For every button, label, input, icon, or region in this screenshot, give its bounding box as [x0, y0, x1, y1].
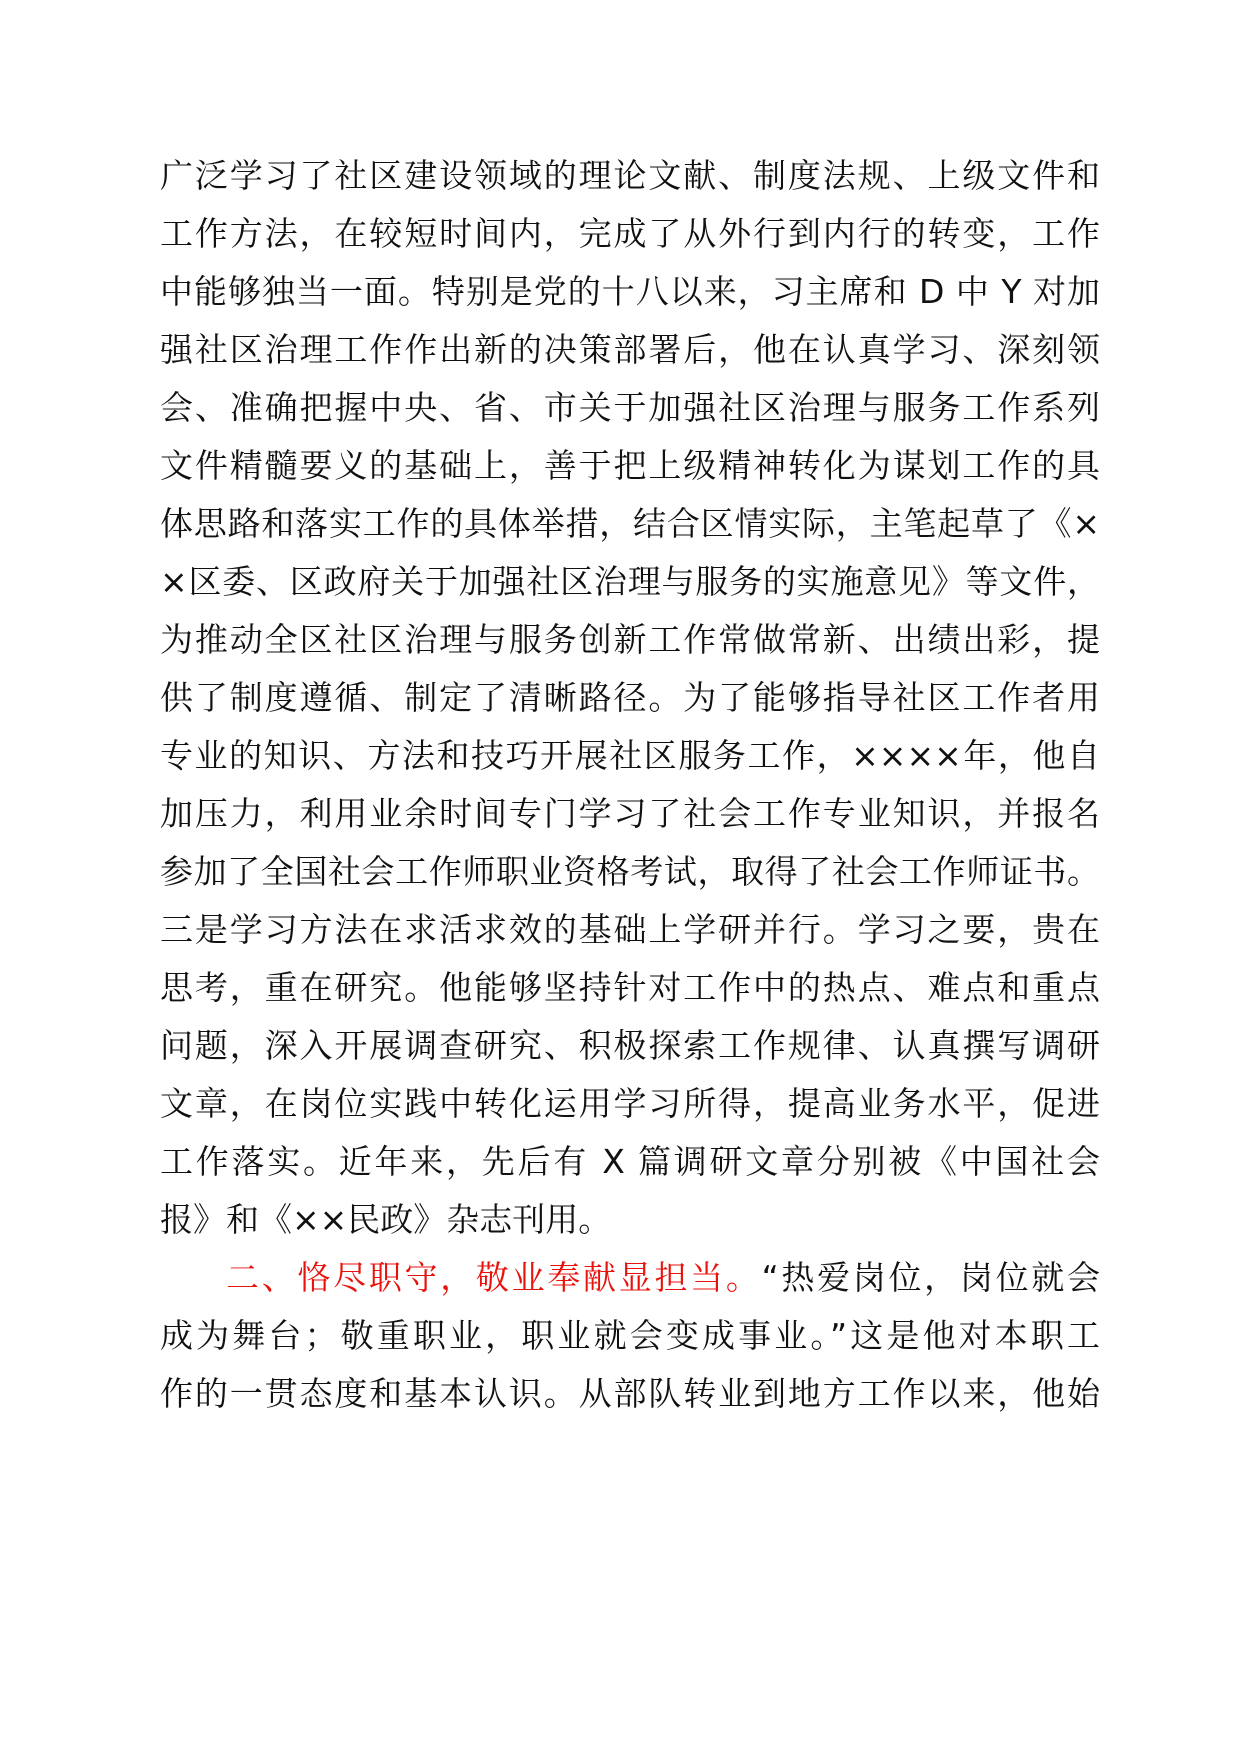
body-text-line: 思考，重在研究。他能够坚持针对工作中的热点、难点和重点	[160, 968, 1100, 1007]
body-text-line: 加压力，利用业余时间专门学习了社会工作专业知识，并报名	[160, 794, 1100, 833]
body-text-line: 专业的知识、方法和技巧开展社区服务工作，××××年，他自	[160, 736, 1100, 775]
body-text-line: 成为舞台；敬重职业，职业就会变成事业。”这是他对本职工	[160, 1316, 1100, 1355]
body-text-line: 会、准确把握中央、省、市关于加强社区治理与服务工作系列	[160, 388, 1100, 427]
body-text-line: 工作落实。近年来，先后有 X 篇调研文章分别被《中国社会	[160, 1142, 1100, 1181]
body-text-line: 参加了全国社会工作师职业资格考试，取得了社会工作师证书。	[160, 852, 1100, 891]
body-text-line: 作的一贯态度和基本认识。从部队转业到地方工作以来，他始	[160, 1374, 1100, 1413]
body-text-line: 三是学习方法在求活求效的基础上学研并行。学习之要，贵在	[160, 910, 1100, 949]
body-text-line: 问题，深入开展调查研究、积极探索工作规律、认真撰写调研	[160, 1026, 1100, 1065]
body-text-line: 体思路和落实工作的具体举措，结合区情实际，主笔起草了《×	[160, 504, 1100, 543]
body-text-line: 报》和《××民政》杂志刊用。	[160, 1200, 612, 1239]
body-text-line: 文件精髓要义的基础上，善于把上级精神转化为谋划工作的具	[160, 446, 1100, 485]
section-heading-line	[160, 1246, 1100, 1310]
body-text-line: 为推动全区社区治理与服务创新工作常做常新、出绩出彩，提	[160, 620, 1100, 659]
body-text-line: 强社区治理工作作出新的决策部署后，他在认真学习、深刻领	[160, 330, 1100, 369]
body-text-line: 中能够独当一面。特别是党的十八以来，习主席和 D 中 Y 对加	[160, 272, 1100, 311]
body-text-line: ×区委、区政府关于加强社区治理与服务的实施意见》等文件，	[160, 562, 1100, 601]
body-text-line: 供了制度遵循、制定了清晰路径。为了能够指导社区工作者用	[160, 678, 1100, 717]
section-heading: 二、恪尽职守，敬业奉献显担当。	[226, 1258, 762, 1297]
section-quote-start: “热爱岗位，岗位就会	[761, 1258, 1100, 1297]
body-text-line: 工作方法，在较短时间内，完成了从外行到内行的转变，工作	[160, 214, 1100, 253]
body-text-line: 文章，在岗位实践中转化运用学习所得，提高业务水平，促进	[160, 1084, 1100, 1123]
body-text-line: 广泛学习了社区建设领域的理论文献、制度法规、上级文件和	[160, 156, 1100, 195]
